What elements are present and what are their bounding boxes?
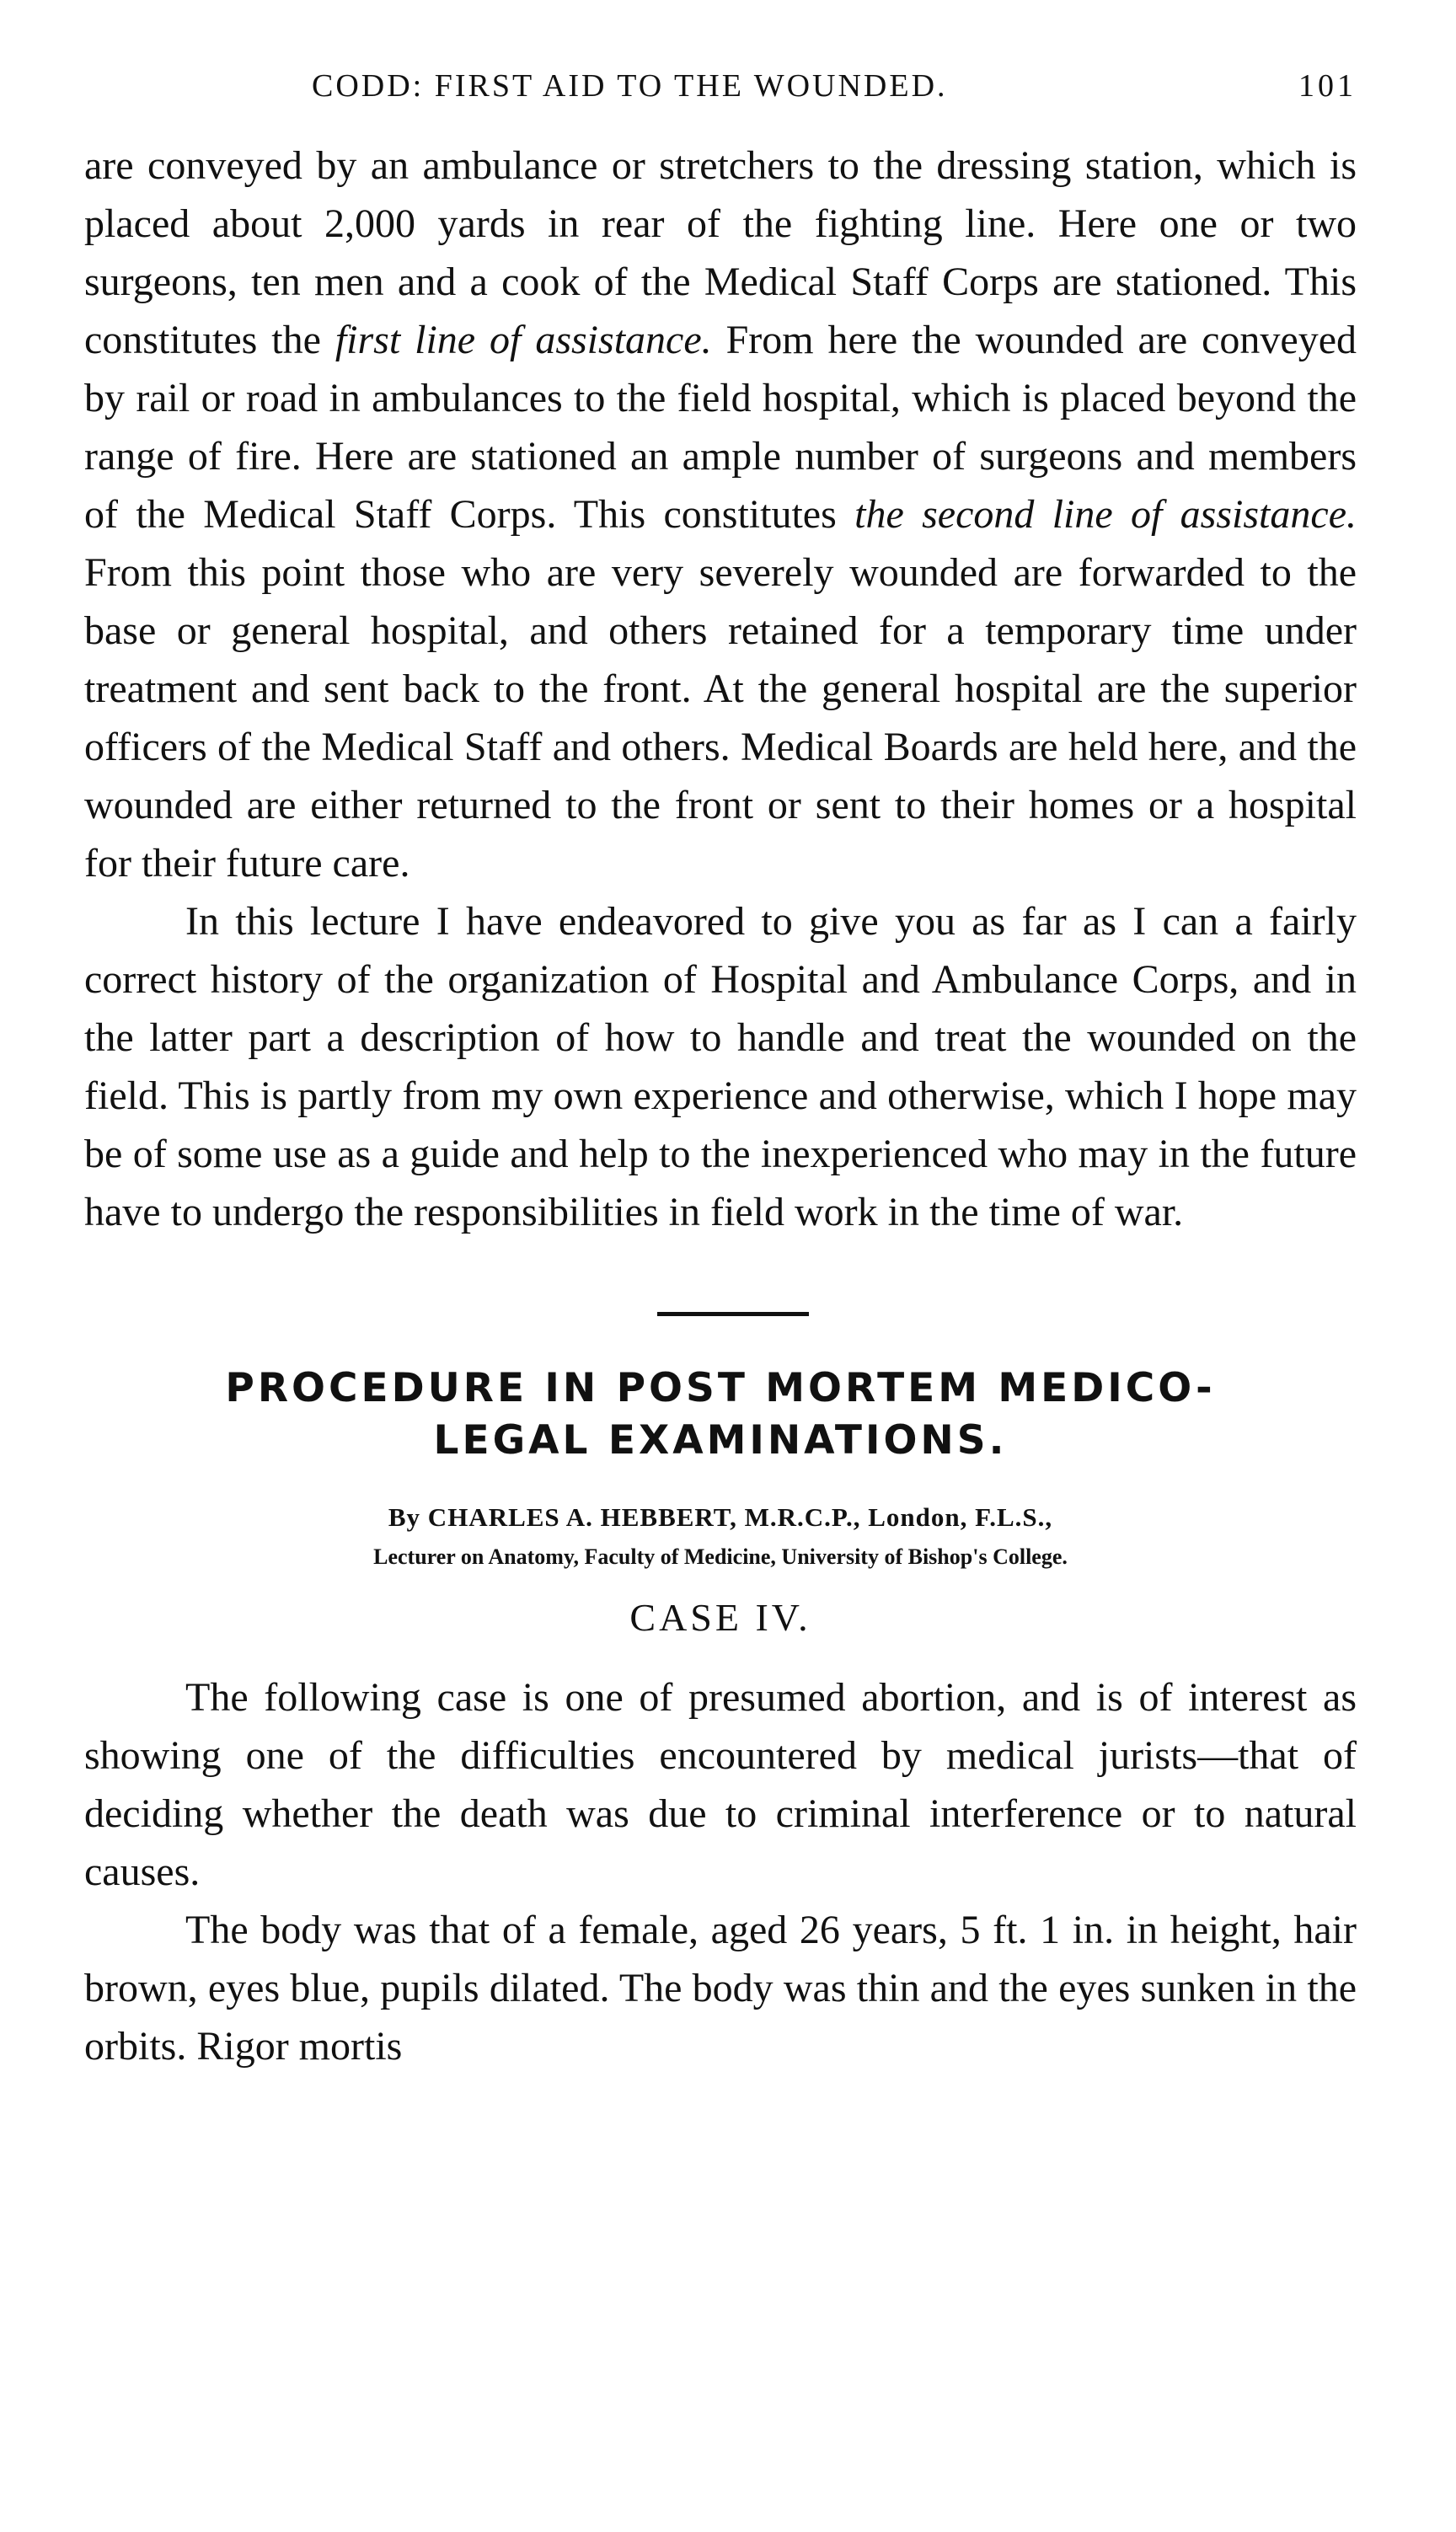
running-head-title: CODD: FIRST AID TO THE WOUNDED. <box>312 68 948 104</box>
case-title: CASE IV. <box>629 1596 811 1639</box>
running-head <box>84 59 1357 118</box>
heading-line: LEGAL EXAMINATIONS. <box>433 1417 1008 1464</box>
article-first-aid <box>84 137 1357 1241</box>
paragraph-text: are conveyed by an ambulance or stretchers to the dressing station, which is placed about 2,000 yards in rear of the fighting line. Here one or two surgeons, ten men and a cook of the Medical Staff Corps are stationed. This constitutes the <box>84 143 1357 362</box>
paragraph-text: From here the wounded are conveyed by rail or road in ambulances to the field hospital, which is placed beyond the range of fire. Here are stationed an ample number of surgeons and members of the Medical Staff Corps. This constitutes <box>84 318 1357 537</box>
author-affiliation: Lecturer on Anatomy, Faculty of Medicine, University of Bishop's College. <box>373 1544 1068 1569</box>
paragraph-text: From this point those who are very severely wounded are forwarded to the base or general hospital, and others retained for a temporary time under treatment and sent back to the front. At the general hospital are the superior officers of the Medical Staff and others. Medical Boards are held here, and the wounded are either returned to the front or sent to their homes or a hospital for their future care. <box>84 550 1357 886</box>
italic-phrase: first line of assistance. <box>335 318 712 362</box>
paragraph <box>84 137 1357 892</box>
italic-phrase: the second line of assistance. <box>854 492 1357 537</box>
divider-rule <box>657 1312 809 1316</box>
page-number: 101 <box>1298 68 1357 104</box>
paragraph: The body was that of a female, aged 26 years, 5 ft. 1 in. in height, hair brown, eyes blue, pupils dilated. The body was thin and the eyes sunken in the orbits. Rigor mortis <box>84 1908 1357 2069</box>
article-post-mortem <box>84 1668 1357 2075</box>
heading-line: PROCEDURE IN POST MORTEM MEDICO- <box>225 1365 1216 1411</box>
author-byline: By CHARLES A. HEBBERT, M.R.C.P., London, F.L.S., <box>388 1502 1053 1532</box>
section-divider <box>84 1241 1357 1359</box>
paragraph: In this lecture I have endeavored to give you as far as I can a fairly correct history of the organization of Hospital and Ambulance Corps, and in the latter part a description of how to handle and treat the wounded on the field. This is partly from my own experience and otherwise, which I hope may be of some use as a guide and help to the inexperienced who may in the future have to undergo the responsibilities in field work in the time of war. <box>84 899 1357 1234</box>
paragraph: The following case is one of presumed abortion, and is of interest as showing one of the difficulties encountered by medical jurists—that of deciding whether the death was due to criminal interference or to natural causes. <box>84 1675 1357 1894</box>
article-heading <box>84 1362 1357 1467</box>
book-page <box>84 59 1357 2075</box>
